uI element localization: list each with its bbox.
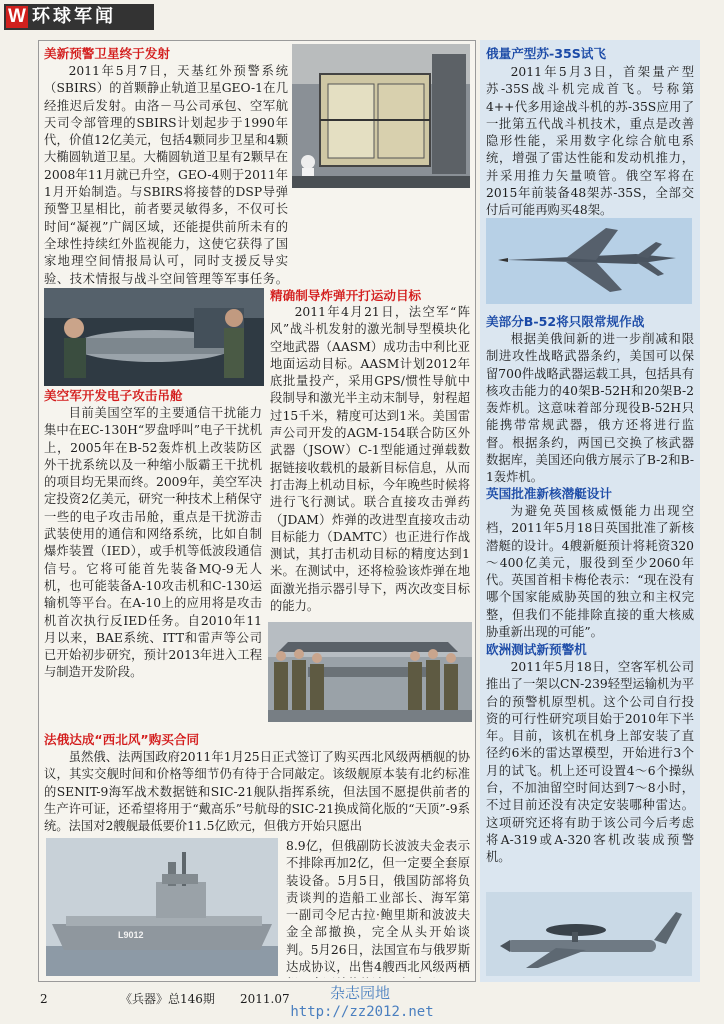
sidebar-title: 欧洲测试新预警机: [486, 642, 587, 657]
aew-aircraft-photo: [486, 892, 692, 976]
sidebar-body: [486, 64, 694, 238]
satellite-photo: [292, 44, 470, 188]
issue-date: 2011.07: [240, 992, 290, 1006]
journal-name: 《兵器》总146期: [120, 992, 215, 1006]
article-paragraph: 8.9亿，但俄副防长波波夫金表示不排除再加2亿，但一定要全套原装设备。5月5日，俄国防部将负责谈判的造船工业部长、海军第一副司令尼古拉·鲍里斯和波波夫金全部撤换，完全从头开始谈判。5月26日，法国宣布与俄罗斯达成协议，出售4艘西北风级两栖: [286, 839, 470, 975]
masthead: [4, 4, 154, 30]
masthead-logo: W: [6, 6, 28, 28]
article-body-continued: [44, 190, 470, 282]
article-paragraph: 2011年5月7日，天基红外预警系统（SBIRS）的首颗静止轨道卫星GEO-1在几经推迟后发射。由洛－马公司承包、空军航天司令部管理的SBIRS计划起步于1990年代，价值12亿美元，包括4颗同步卫星和4颗大椭圆轨道卫星。大椭圆轨道卫星有2颗早在2008年11月就已升空，GEO-4则于2011年1月开始制造。与SBIRS将接替的DSP导弹预警卫星相比，前者要灵敏得多，不仅可长时间“凝视”广阔区域，还能提供前所未有的全球性持续红外监视能力，这使它获得了国家地理空间情报局认可，同时支援反导实验、技术情报与战斗空间管理等军事任务。: [44, 64, 288, 286]
page-number: 2: [40, 992, 48, 1006]
article-paragraph: 目前美国空军的主要通信干扰能力集中在EC-130H“罗盘呼叫”电子干扰机上，2005年在B-52轰炸机上改装防区外干扰系统以及一种缩小版霸王干扰机的项目均无果而终。2009年，美空军决定投资2亿美元，研究一种技术上稍保守一些的电子攻击吊舱，重点是干扰游击武装使用的通信和网络系统，比如自制爆炸装置（IED），或手机等低波段通信信号。它将可能首先装备MQ-9无人机，也可能装备A-10攻击机和C-130运输机等平台。在A-10上的应用将是攻击机首次执行反IED任务。自2010年11月以来，BAE系统、ITT和雷声等公司已开始初步研究，预计2013年进入工程与制造开发阶段。: [44, 406, 262, 680]
ship-hull-number: L9012: [118, 930, 144, 940]
sidebar-title: 俄量产型苏-35S试飞: [486, 46, 606, 61]
sidebar-paragraph: 根据美俄间新的进一步削减和限制进攻性战略武器条约，美国可以保留700件战略武器运载工具，包括具有核攻击能力的40架B-52H和20架B-2轰炸机。这意味着部分现役B-52H只能携带常规武器，俄方还将进行监督。根据条约，两国已交换了核武器数据库，美国还向俄方展示了B-2和B-1轰炸机。: [486, 332, 694, 485]
article-title: 美空军开发电子攻击吊舱: [44, 388, 183, 403]
article-title: 法俄达成“西北风”购买合同: [44, 732, 200, 747]
article-paragraph: 2011年4月21日，法空军“阵风”战斗机发射的激光制导型模块化空地武器（AASM）成功击中利比亚地面运动目标。AASM计划2012年底批量投产，采用GPS/惯性导航中段制导和激光半主动末制导，射程超过15千米，精度可达到1米。美国雷声公司开发的AGM-154联合防区外武器（JSOW）C-1型能通过弹载数据链接收载机的最新目标信息，从而打击海上机动目标，今年晚些时候将进行飞行测试。联合直接攻击弹药（JDAM）炸弹的改进型直接攻击动目标能力（DAMTC）也正进行作战测试，其打击机动目标的精度达到1米。在测试中，还将检验该炸弹在地面激光指示器引导下，两次改变目标的能力。: [270, 305, 470, 614]
pilots-photo: [268, 622, 472, 722]
sidebar-body: [486, 503, 694, 643]
article-body: [44, 405, 262, 729]
article-body: [270, 304, 470, 618]
pod-photo: [44, 288, 264, 386]
su35-photo: [486, 218, 692, 304]
sidebar-paragraph: 2011年5月18日，空客军机公司推出了一架以CN-239轻型运输机为平台的预警机原型机。这个公司自行投资的可行性研究项目始于2010年下半年。目前，该机在机身上部安装了直径约6米的雷达罩模型，开始进行3个月的试飞。机上还可设置4～6个操纵台，不加油留空时间达到7～8小时，不过目前还没有决定安装哪种雷达。这项研究还将有助于该公司今后考虑将A-319或A-320客机改装成预警机。: [486, 660, 694, 865]
sidebar-title: 英国批准新核潜艇设计: [486, 486, 612, 501]
watermark-title: 杂志园地: [329, 984, 390, 1002]
ship-photo: [46, 838, 278, 976]
watermark-url[interactable]: http://zz2012.net: [290, 1004, 434, 1020]
sidebar-title: 美部分B-52将只限常规作战: [486, 314, 645, 329]
article-body: [44, 749, 470, 837]
article-title: 美新预警卫星终于发射: [44, 46, 170, 61]
article-title: 精确制导炸弹开打运动目标: [270, 288, 422, 303]
masthead-title: 环球军闻: [32, 6, 116, 27]
sidebar-body: [486, 659, 694, 889]
article-body: [286, 838, 470, 978]
sidebar-body: [486, 331, 694, 487]
sidebar-paragraph: 2011年5月3日，首架量产型苏-35S战斗机完成首飞。号称第4++代多用途战斗机的苏-35S应用了一批第五代战斗机技术，重点是改善隐形性能，采用数字化综合航电系统，增强了雷达性能和发动机推力，并采用推力矢量喷管。俄空军将在2015年前装备48架苏-35S，全部交付后可能再购买48架。: [486, 65, 694, 218]
sidebar-paragraph: 为避免英国核威慑能力出现空档，2011年5月18日英国批准了新核潜艇的设计。4艘新艇预计将耗资320～400亿美元，服役到至少2060年代。英国首相卡梅伦表示：“现在没有哪个国家能威胁英国的独立和主权完整，但我们不能排除直接的重大核威胁重新出现的可能”。: [486, 504, 694, 640]
sidebar: [480, 40, 700, 982]
article-paragraph: 虽然俄、法两国政府2011年1月25日正式签订了购买西北风级两栖舰的协议，其实交舰时间和价格等细节仍有待于合同敲定。该级舰原本装有北约标准的SENIT-9海军战术数据链和SIC-21舰队指挥系统，但法国不愿提供前者的生产许可证，还希望将用于“戴高乐”号航母的SIC-21换成简化版的“天顶”-9系统。法国对2艘舰最低要价11.5亿欧元，但俄方开始只愿出: [44, 750, 470, 834]
